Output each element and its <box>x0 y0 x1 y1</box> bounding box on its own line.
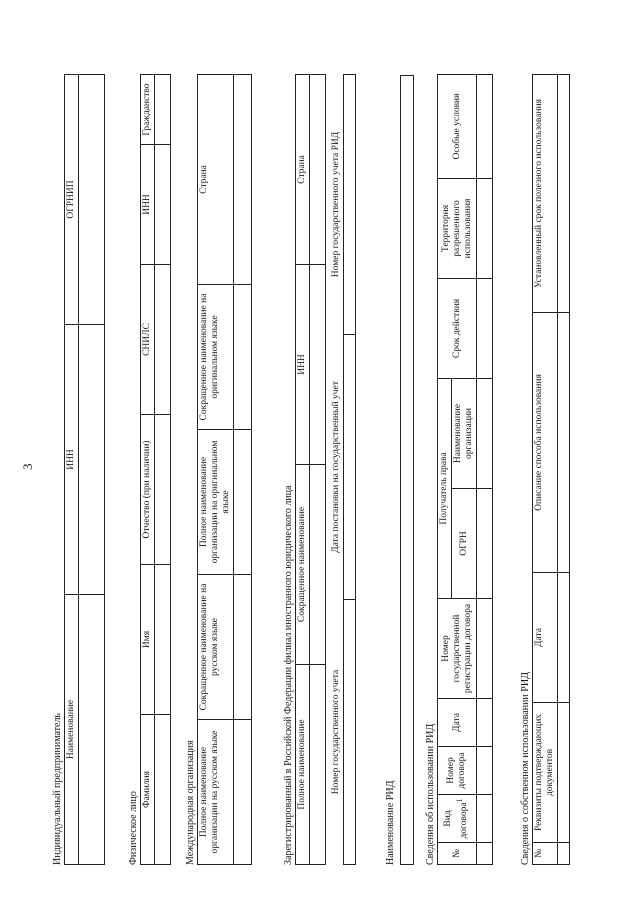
own-table <box>532 74 570 865</box>
uchet-cell <box>344 335 356 600</box>
own-cell <box>558 75 570 313</box>
mo-cell <box>234 575 252 720</box>
uchet-table <box>330 74 356 865</box>
usage-header-ogrn: ОГРН <box>452 489 477 599</box>
fl-cell <box>155 75 171 145</box>
usage-cell <box>477 489 493 599</box>
fl-header-citizenship: Гражданство <box>141 75 155 145</box>
usage-cell <box>477 278 493 378</box>
filial-header-inn: ИНН <box>296 265 310 465</box>
usage-header-poluchatel: Получатель права <box>438 378 452 598</box>
mo-header-short-orig: Сокращенное наименование на оригинальном языке <box>198 285 234 430</box>
usage-cell <box>477 178 493 278</box>
usage-header-usloviya: Особые условия <box>438 74 477 178</box>
usage-header-vid <box>438 795 477 843</box>
ip-cell <box>79 75 105 325</box>
mo-header-full-orig: Полное наименование организации на оригинальном языке <box>198 430 234 575</box>
fl-title: Физическое лицо <box>128 791 139 865</box>
mo-cell <box>234 285 252 430</box>
uchet-header-rid-number: Номер государственного учета РИД <box>331 131 341 278</box>
usage-header-territoriya: Территория разрешенного использования <box>438 178 477 278</box>
mo-header-short-ru: Сокращенное наименование на русском языке <box>198 575 234 720</box>
filial-header-country: Страна <box>296 75 310 265</box>
fl-header-inn: ИНН <box>141 145 155 265</box>
usage-cell <box>477 747 493 795</box>
ip-header-name: Наименование <box>65 595 79 865</box>
uchet-cell <box>344 75 356 335</box>
usage-cell <box>477 378 493 488</box>
usage-cell <box>477 74 493 178</box>
fl-cell <box>155 415 171 565</box>
usage-header-num: № <box>438 843 477 865</box>
usage-cell <box>477 599 493 699</box>
fl-header-patronymic: Отчество (при наличии) <box>141 415 155 565</box>
usage-header-srok: Срок действия <box>438 278 477 378</box>
rid-title: Наименование РИД <box>385 780 396 865</box>
usage-cell <box>477 795 493 843</box>
filial-header-short: Сокращенное наименование <box>296 465 310 665</box>
own-header-term: Установленный срок полезного использования <box>533 75 558 313</box>
usage-cell <box>477 843 493 865</box>
mo-header-full-ru: Полное наименование организации на русском языке <box>198 720 234 865</box>
mo-cell <box>234 75 252 285</box>
usage-header-nomer: Номер договора <box>438 747 477 795</box>
mo-cell <box>234 720 252 865</box>
ip-title: Индивидуальный предприниматель <box>52 713 63 865</box>
usage-header-vid-text: Вид договора <box>443 802 470 839</box>
fl-header-name: Имя <box>141 565 155 715</box>
usage-table <box>437 74 493 865</box>
filial-title: Зарегистрированный в Российской Федерации филиал иностранного юридического лица <box>283 485 294 865</box>
mo-table <box>197 74 252 865</box>
usage-cell <box>477 699 493 747</box>
usage-title: Сведения об использовании РИД <box>425 723 436 865</box>
filial-cell <box>310 665 326 865</box>
filial-cell <box>310 75 326 265</box>
own-header-desc: Описание способа использования <box>533 313 558 573</box>
own-header-num: № <box>533 843 558 865</box>
fl-header-surname: Фамилия <box>141 715 155 865</box>
fl-cell <box>155 265 171 415</box>
own-header-date: Дата <box>533 573 558 703</box>
own-title: Сведения о собственном использовании РИД <box>520 672 531 865</box>
mo-title: Международная организация <box>185 740 196 865</box>
filial-cell <box>310 465 326 665</box>
rid-name-box <box>400 75 414 865</box>
mo-cell <box>234 430 252 575</box>
filial-table <box>295 74 326 865</box>
ip-table <box>64 74 105 865</box>
usage-header-reg: Номер государственной регистрации договора <box>438 599 477 699</box>
mo-header-country: Страна <box>198 75 234 285</box>
uchet-cell <box>344 600 356 865</box>
usage-header-naim: Наименование организации <box>452 378 477 488</box>
own-cell <box>558 313 570 573</box>
uchet-header-number: Номер государственного учета <box>331 669 341 795</box>
fl-cell <box>155 715 171 865</box>
filial-header-full: Полное наименование <box>296 665 310 865</box>
ip-cell <box>79 595 105 865</box>
fl-cell <box>155 565 171 715</box>
usage-header-data: Дата <box>438 699 477 747</box>
fl-header-snils: СНИЛС <box>141 265 155 415</box>
own-cell <box>558 843 570 865</box>
ip-header-ogrnip: ОГРНИП <box>65 75 79 325</box>
own-cell <box>558 573 570 703</box>
ip-header-inn: ИНН <box>65 325 79 595</box>
fl-table <box>140 74 171 865</box>
own-header-docs: Реквизиты подтверждающих документов <box>533 703 558 843</box>
page-number: 3 <box>20 463 35 470</box>
own-cell <box>558 703 570 843</box>
uchet-header-date: Дата постановки на государственный учет <box>331 381 341 553</box>
usage-header-vid-footnote: 1 <box>455 798 465 803</box>
fl-cell <box>155 145 171 265</box>
filial-cell <box>310 265 326 465</box>
ip-cell <box>79 325 105 595</box>
